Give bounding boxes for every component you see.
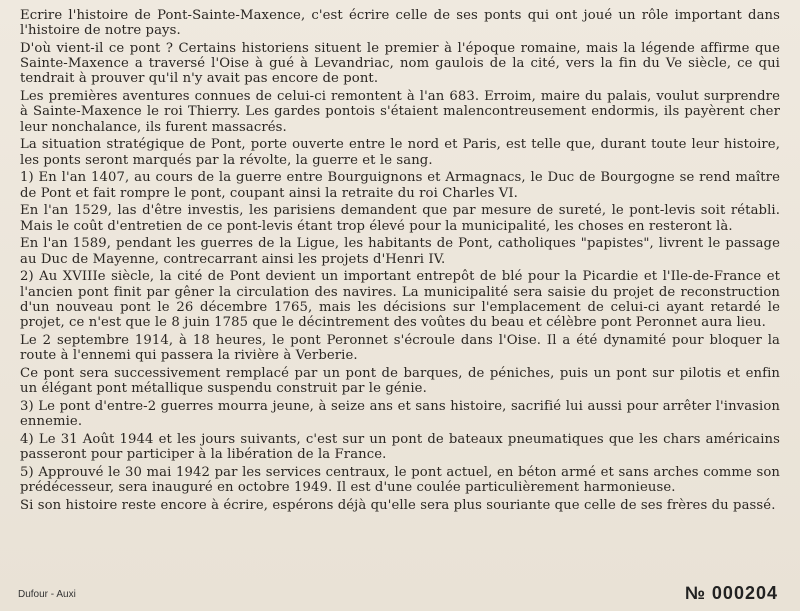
paragraph: D'où vient-il ce pont ? Certains historiens situent le premier à l'époque romaine, mais la légende affirme que Sainte-Maxence a traversé l'Oise à gué à Levandriac, nom gaulois de la cité, vers la fin du Ve siècle, ce qui tendrait à prouver qu'il n'y avait pas encore de pont. [20,41,780,87]
paragraph: En l'an 1589, pendant les guerres de la Ligue, les habitants de Pont, catholiques "papistes", livrent le passage au Duc de Mayenne, contrecarrant ainsi les projets d'Henri IV. [20,236,780,267]
paragraph: Le 2 septembre 1914, à 18 heures, le pont Peronnet s'écroule dans l'Oise. Il a été dynamité pour bloquer la route à l'ennemi qui passera la rivière à Verberie. [20,332,780,364]
paragraph: Ecrire l'histoire de Pont-Sainte-Maxence, c'est écrire celle de ses ponts qui ont joué un rôle important dans l'histoire de notre pays. [20,8,780,39]
paragraph: La situation stratégique de Pont, porte ouverte entre le nord et Paris, est telle que, durant toute leur histoire, les ponts seront marqués par la révolte, la guerre et le sang. [20,137,780,168]
paragraph: En l'an 1529, las d'être investis, les parisiens demandent que par mesure de sureté, le pont-levis soit rétabli. Mais le coût d'entretien de ce pont-levis étant trop élevé pour la municipalité, les choses en resteront là. [20,203,780,234]
paragraph: Si son histoire reste encore à écrire, espérons déjà qu'elle sera plus souriante que celle de ses frères du passé. [20,497,776,513]
paragraph: Ce pont sera successivement remplacé par un pont de barques, de péniches, puis un pont sur pilotis et enfin un élégant pont métallique suspendu construit par le génie. [20,365,780,397]
paragraph: 4) Le 31 Août 1944 et les jours suivants, c'est sur un pont de bateaux pneumatiques que les chars américains passeront pour participer à la libération de la France. [20,431,780,463]
paragraph: 3) Le pont d'entre-2 guerres mourra jeune, à seize ans et sans histoire, sacrifié lui aussi pour arrêter l'invasion ennemie. [20,398,780,430]
paragraph: Les premières aventures connues de celui-ci remontent à l'an 683. Erroim, maire du palais, voulut surprendre à Sainte-Maxence le roi Thierry. Les gardes pontois s'étaient malencontreusement endormis, ils payèrent cher leur nonchalance, ils furent massacrés. [20,89,780,135]
history-text [20,8,780,516]
paragraph: 2) Au XVIIIe siècle, la cité de Pont devient un important entrepôt de blé pour la Picardie et l'Ile-de-France et l'ancien pont finit par gêner la circulation des navires. La municipalité sera saisie du projet de reconstruction d'un nouveau pont le 26 décembre 1765, mais les décisions sur l'emplacement de celui-ci ayant retardé le projet, ce n'est que le 8 juin 1785 que le décintrement des voûtes du beau et célèbre pont Peronnet aura lieu. [20,269,780,331]
printer-credit: Dufour - Auxi [18,589,76,600]
paragraph: 1) En l'an 1407, au cours de la guerre entre Bourguignons et Armagnacs, le Duc de Bourgogne se rend maître de Pont et fait rompre le pont, coupant ainsi la retraite du roi Charles VI. [20,170,780,201]
serial-number: № 000204 [684,583,778,603]
paragraph: 5) Approuvé le 30 mai 1942 par les services centraux, le pont actuel, en béton armé et sans arches comme son prédécesseur, sera inauguré en octobre 1949. Il est d'une coulée particulièrement harmonieuse. [20,464,780,496]
